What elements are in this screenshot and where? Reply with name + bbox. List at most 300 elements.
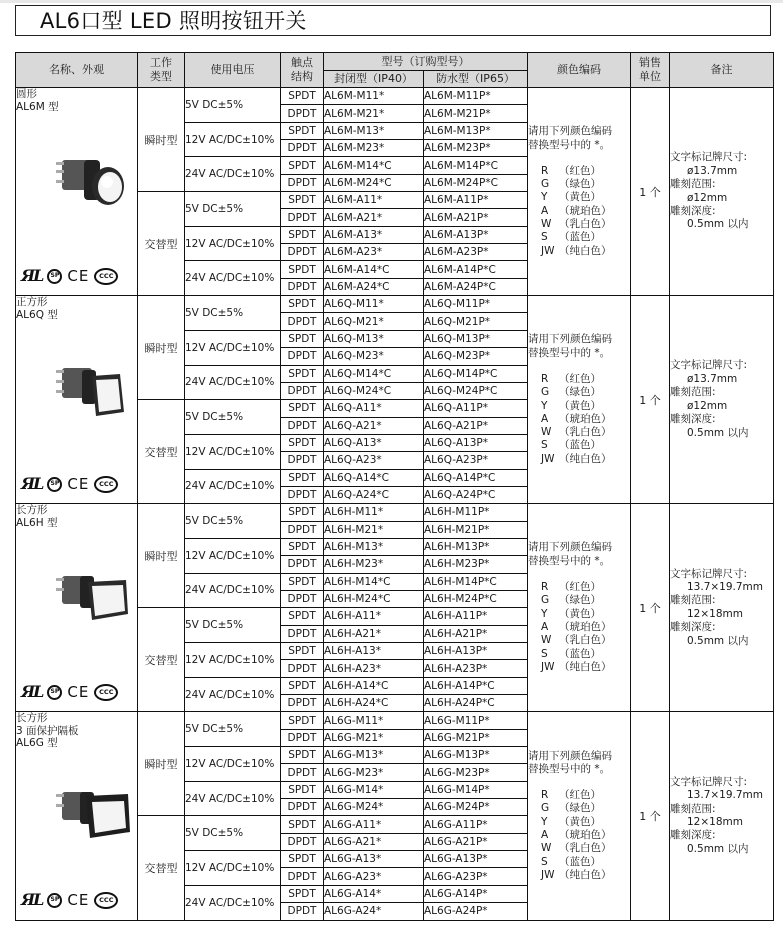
color-name: （纯白色）: [559, 452, 612, 465]
color-code-item: [528, 621, 630, 634]
model-ip65: AL6M-A11P*: [424, 192, 528, 209]
color-code-item: [528, 191, 630, 204]
contact-cell: DPDT: [281, 382, 324, 399]
model-ip65: AL6M-A13P*: [424, 226, 528, 243]
model-ip40: AL6Q-A13*: [324, 434, 424, 451]
contact-cell: SPDT: [281, 226, 324, 243]
model-ip40: AL6M-A23*: [324, 244, 424, 261]
contact-cell: DPDT: [281, 660, 324, 677]
color-code-item: [528, 439, 630, 452]
product-cell: [16, 504, 138, 712]
note-depth-label: 雕刻深度:: [670, 204, 716, 217]
color-name: （黄色）: [559, 399, 601, 412]
color-name: （绿色）: [559, 802, 601, 815]
header-unit: 销售 单位: [631, 53, 670, 88]
model-ip40: AL6G-A13*: [324, 851, 424, 868]
model-ip65: AL6H-A24P*C: [424, 695, 528, 712]
color-code: G: [541, 386, 550, 399]
color-code: Y: [541, 815, 548, 828]
note-range-label: 雕刻范围:: [670, 594, 716, 607]
model-ip65: AL6Q-A23P*: [424, 452, 528, 469]
model-ip40: AL6M-A13*: [324, 226, 424, 243]
note-plate-value: 13.7×19.7mm: [687, 789, 764, 802]
contact-cell: DPDT: [281, 625, 324, 642]
color-code-item: [528, 178, 630, 191]
voltage-cell: 24V AC/DC±10%: [185, 573, 281, 608]
model-ip65: AL6H-M23P*: [424, 556, 528, 573]
voltage-cell: 24V AC/DC±10%: [185, 261, 281, 296]
model-ip65: AL6H-A14P*C: [424, 677, 528, 694]
model-ip65: AL6Q-M23P*: [424, 348, 528, 365]
voltage-cell: 5V DC±5%: [185, 712, 281, 747]
model-ip65: AL6Q-M21P*: [424, 313, 528, 330]
model-ip65: AL6G-A11P*: [424, 816, 528, 833]
header-ip40: 封闭型（IP40）: [324, 71, 424, 88]
ccc-mark-icon: CCC: [94, 684, 118, 701]
model-ip40: AL6H-M21*: [324, 521, 424, 538]
page-title: AL6口型 LED 照明按钮开关: [40, 9, 307, 33]
product-image-icon: [54, 146, 130, 216]
header-name: 名称、外观: [16, 53, 138, 88]
model-ip40: AL6H-M23*: [324, 556, 424, 573]
model-ip40: AL6G-M23*: [324, 764, 424, 781]
note-range-value: 12×18mm: [687, 607, 743, 620]
color-code-item: [528, 453, 630, 466]
model-ip40: AL6G-M21*: [324, 729, 424, 746]
color-code-cell: [528, 712, 631, 920]
contact-cell: SPDT: [281, 434, 324, 451]
product-sub: 3 面保护隔板: [16, 724, 79, 737]
voltage-cell: 5V DC±5%: [185, 608, 281, 643]
model-ip65: AL6H-M14P*C: [424, 573, 528, 590]
page-top-rule: [0, 0, 783, 3]
table-row: [16, 712, 774, 729]
model-ip65: AL6M-M21P*: [424, 105, 528, 122]
ce-mark-icon: CE: [67, 891, 90, 910]
spec-table-body: [16, 88, 774, 921]
model-ip40: AL6H-M14*C: [324, 573, 424, 590]
color-name: （琥珀色）: [559, 620, 612, 633]
color-code-item: [528, 634, 630, 647]
note-depth-value: 0.5mm 以内: [687, 218, 749, 231]
header-contact: 触点 结构: [281, 53, 324, 88]
color-code: R: [541, 164, 549, 177]
color-name: （红色）: [559, 372, 601, 385]
color-code-instruction: [528, 541, 630, 568]
note-range-label: 雕刻范围:: [670, 386, 716, 399]
instruction-line: 请用下列颜色编码: [528, 125, 612, 138]
instruction-line: 替换型号中的 *。: [528, 762, 611, 775]
model-ip40: AL6H-A24*C: [324, 695, 424, 712]
color-name: （琥珀色）: [559, 412, 612, 425]
model-ip65: AL6H-A11P*: [424, 608, 528, 625]
color-code-instruction: [528, 333, 630, 360]
voltage-cell: 12V AC/DC±10%: [185, 330, 281, 365]
note-cell: [670, 88, 774, 296]
color-name: （乳白色）: [559, 634, 612, 647]
voltage-cell: 5V DC±5%: [185, 192, 281, 227]
ce-mark-icon: CE: [67, 475, 90, 493]
model-ip65: AL6Q-M11P*: [424, 296, 528, 313]
contact-cell: DPDT: [281, 556, 324, 573]
operation-type-alternate: 交替型: [138, 192, 185, 296]
note-depth-label: 雕刻深度:: [670, 829, 716, 842]
contact-cell: DPDT: [281, 313, 324, 330]
model-ip40: AL6H-A21*: [324, 625, 424, 642]
model-ip40: AL6M-A21*: [324, 209, 424, 226]
note-plate-value: ø13.7mm: [687, 372, 738, 385]
model-ip40: AL6M-M23*: [324, 140, 424, 157]
model-ip40: AL6M-M14*C: [324, 157, 424, 174]
ul-mark-icon: ЯL: [21, 682, 43, 702]
model-ip40: AL6M-M24*C: [324, 174, 424, 191]
model-ip65: AL6G-M14P*: [424, 781, 528, 798]
operation-type-momentary: 瞬时型: [138, 712, 185, 816]
color-code: A: [541, 829, 549, 842]
contact-cell: DPDT: [281, 140, 324, 157]
product-cell: [16, 712, 138, 920]
contact-cell: DPDT: [281, 209, 324, 226]
color-code-item: [528, 842, 630, 855]
model-ip65: AL6G-A24P*: [424, 903, 528, 920]
spec-table: [15, 52, 774, 921]
contact-cell: SPDT: [281, 851, 324, 868]
instruction-line: 替换型号中的 *。: [528, 554, 611, 567]
color-code-item: [528, 386, 630, 399]
model-ip40: AL6Q-A23*: [324, 452, 424, 469]
color-code-item: [528, 869, 630, 882]
color-code: R: [541, 581, 549, 594]
model-ip40: AL6M-M13*: [324, 122, 424, 139]
product-shape: 长方形: [16, 504, 48, 517]
color-name: （黄色）: [559, 815, 601, 828]
color-code: R: [541, 789, 549, 802]
note-range-value: ø12mm: [687, 399, 728, 412]
csa-mark-icon: SP: [47, 685, 62, 700]
model-ip40: AL6G-A24*: [324, 903, 424, 920]
model-ip40: AL6M-A14*C: [324, 261, 424, 278]
model-ip40: AL6G-A14*: [324, 885, 424, 902]
product-shape: 长方形: [16, 712, 48, 725]
contact-cell: SPDT: [281, 504, 324, 521]
contact-cell: DPDT: [281, 244, 324, 261]
model-ip40: AL6H-A11*: [324, 608, 424, 625]
color-code: Y: [541, 191, 548, 204]
color-code: S: [541, 231, 548, 244]
voltage-cell: 24V AC/DC±10%: [185, 157, 281, 192]
color-code-item: [528, 245, 630, 258]
model-ip65: AL6H-M21P*: [424, 521, 528, 538]
model-ip65: AL6G-M24P*: [424, 799, 528, 816]
sales-unit: 1 个: [631, 296, 670, 504]
color-name: （乳白色）: [559, 842, 612, 855]
note-depth-label: 雕刻深度:: [670, 621, 716, 634]
model-ip40: AL6Q-A24*C: [324, 486, 424, 503]
instruction-line: 请用下列颜色编码: [528, 541, 612, 554]
table-row: [16, 88, 774, 105]
product-series: AL6Q 型: [16, 308, 58, 321]
model-ip65: AL6H-M24P*C: [424, 590, 528, 607]
ccc-mark-icon: CCC: [94, 268, 118, 285]
model-ip65: AL6G-A21P*: [424, 833, 528, 850]
model-ip40: AL6G-A11*: [324, 816, 424, 833]
csa-mark-icon: SP: [47, 893, 62, 908]
model-ip40: AL6Q-M13*: [324, 330, 424, 347]
note-plate-value: ø13.7mm: [687, 164, 738, 177]
model-ip40: AL6M-A24*C: [324, 278, 424, 295]
voltage-cell: 5V DC±5%: [185, 504, 281, 539]
model-ip65: AL6M-M13P*: [424, 122, 528, 139]
color-name: （红色）: [559, 581, 601, 594]
instruction-line: 请用下列颜色编码: [528, 749, 612, 762]
model-ip40: AL6Q-A14*C: [324, 469, 424, 486]
color-code-item: [528, 816, 630, 829]
model-ip40: AL6Q-M24*C: [324, 382, 424, 399]
color-code-item: [528, 594, 630, 607]
color-code: JW: [541, 868, 555, 881]
model-ip65: AL6H-M11P*: [424, 504, 528, 521]
contact-cell: SPDT: [281, 157, 324, 174]
contact-cell: SPDT: [281, 88, 324, 105]
color-code: G: [541, 178, 550, 191]
contact-cell: DPDT: [281, 105, 324, 122]
product-image-icon: [54, 778, 130, 848]
model-ip40: AL6H-A13*: [324, 643, 424, 660]
model-ip65: AL6G-A14P*: [424, 885, 528, 902]
color-name: （蓝色）: [559, 231, 601, 244]
model-ip40: AL6Q-M11*: [324, 296, 424, 313]
model-ip65: AL6H-M13P*: [424, 538, 528, 555]
color-name: （蓝色）: [559, 439, 601, 452]
voltage-cell: 12V AC/DC±10%: [185, 643, 281, 678]
model-ip40: AL6M-A11*: [324, 192, 424, 209]
color-name: （绿色）: [559, 386, 601, 399]
operation-type-momentary: 瞬时型: [138, 504, 185, 608]
operation-type-momentary: 瞬时型: [138, 88, 185, 192]
contact-cell: SPDT: [281, 122, 324, 139]
note-plate-label: 文字标记牌尺寸:: [670, 151, 748, 164]
color-code: A: [541, 620, 549, 633]
color-code-item: [528, 373, 630, 386]
header-row-1: [16, 53, 774, 71]
model-ip40: AL6Q-A11*: [324, 400, 424, 417]
color-name: （琥珀色）: [559, 204, 612, 217]
note-plate-label: 文字标记牌尺寸:: [670, 567, 748, 580]
operation-type-momentary: 瞬时型: [138, 296, 185, 400]
model-ip40: AL6G-M11*: [324, 712, 424, 729]
voltage-cell: 12V AC/DC±10%: [185, 226, 281, 261]
contact-cell: DPDT: [281, 590, 324, 607]
header-note: 备注: [670, 53, 774, 88]
model-ip40: AL6H-M13*: [324, 538, 424, 555]
color-name: （黄色）: [559, 607, 601, 620]
model-ip65: AL6G-M11P*: [424, 712, 528, 729]
operation-type-alternate: 交替型: [138, 400, 185, 504]
ce-mark-icon: CE: [67, 683, 90, 702]
ul-mark-icon: ЯL: [21, 474, 43, 493]
model-ip40: AL6G-M14*: [324, 781, 424, 798]
product-cell: [16, 296, 138, 504]
color-code: JW: [541, 244, 555, 257]
note-plate-label: 文字标记牌尺寸:: [670, 775, 748, 788]
voltage-cell: 12V AC/DC±10%: [185, 122, 281, 157]
sales-unit: 1 个: [631, 712, 670, 920]
contact-cell: DPDT: [281, 833, 324, 850]
color-code-item: [528, 789, 630, 802]
color-code: Y: [541, 607, 548, 620]
color-name: （绿色）: [559, 594, 601, 607]
note-range-value: 12×18mm: [687, 815, 743, 828]
model-ip65: AL6G-M13P*: [424, 747, 528, 764]
model-ip40: AL6G-M24*: [324, 799, 424, 816]
voltage-cell: 12V AC/DC±10%: [185, 434, 281, 469]
color-name: （乳白色）: [559, 218, 612, 230]
model-ip65: AL6H-A13P*: [424, 643, 528, 660]
color-code: JW: [541, 452, 555, 465]
model-ip40: AL6H-M24*C: [324, 590, 424, 607]
ccc-mark-icon: CCC: [94, 476, 118, 493]
note-depth-value: 0.5mm 以内: [687, 634, 749, 647]
voltage-cell: 24V AC/DC±10%: [185, 469, 281, 504]
color-code-item: [528, 205, 630, 218]
contact-cell: SPDT: [281, 781, 324, 798]
color-name: （黄色）: [559, 191, 601, 204]
model-ip65: AL6G-M21P*: [424, 729, 528, 746]
contact-cell: DPDT: [281, 764, 324, 781]
voltage-cell: 12V AC/DC±10%: [185, 538, 281, 573]
note-cell: [670, 296, 774, 504]
model-ip65: AL6Q-A11P*: [424, 400, 528, 417]
sales-unit: 1 个: [631, 504, 670, 712]
color-code: W: [541, 218, 552, 230]
contact-cell: SPDT: [281, 192, 324, 209]
note-depth-value: 0.5mm 以内: [687, 842, 749, 855]
color-name: （绿色）: [559, 178, 601, 191]
note-depth-value: 0.5mm 以内: [687, 426, 749, 439]
contact-cell: DPDT: [281, 278, 324, 295]
contact-cell: SPDT: [281, 296, 324, 313]
voltage-cell: 24V AC/DC±10%: [185, 677, 281, 712]
contact-cell: DPDT: [281, 729, 324, 746]
ce-mark-icon: CE: [67, 266, 90, 285]
contact-cell: SPDT: [281, 816, 324, 833]
product-shape: 正方形: [16, 296, 48, 309]
contact-cell: SPDT: [281, 400, 324, 417]
color-code: G: [541, 802, 550, 815]
color-code-item: [528, 829, 630, 842]
model-ip65: AL6M-A21P*: [424, 209, 528, 226]
color-name: （蓝色）: [559, 647, 601, 660]
color-name: （纯白色）: [559, 244, 612, 257]
model-ip65: AL6G-A13P*: [424, 851, 528, 868]
contact-cell: SPDT: [281, 677, 324, 694]
color-name: （乳白色）: [559, 426, 612, 439]
color-code-item: [528, 608, 630, 621]
contact-cell: SPDT: [281, 538, 324, 555]
model-ip40: AL6Q-M23*: [324, 348, 424, 365]
voltage-cell: 12V AC/DC±10%: [185, 747, 281, 782]
note-range-label: 雕刻范围:: [670, 178, 716, 191]
color-name: （红色）: [559, 164, 601, 177]
certification-marks: [21, 266, 118, 286]
color-code-cell: [528, 88, 631, 296]
contact-cell: SPDT: [281, 712, 324, 729]
contact-cell: SPDT: [281, 365, 324, 382]
contact-cell: DPDT: [281, 799, 324, 816]
model-ip65: AL6M-A23P*: [424, 244, 528, 261]
voltage-cell: 24V AC/DC±10%: [185, 365, 281, 400]
contact-cell: DPDT: [281, 486, 324, 503]
ccc-mark-icon: CCC: [94, 892, 118, 909]
model-ip40: AL6G-A21*: [324, 833, 424, 850]
voltage-cell: 24V AC/DC±10%: [185, 885, 281, 920]
color-name: （纯白色）: [559, 660, 612, 673]
voltage-cell: 5V DC±5%: [185, 88, 281, 123]
product-image-icon: [54, 354, 130, 424]
product-image-icon: [54, 562, 130, 632]
contact-cell: SPDT: [281, 261, 324, 278]
contact-cell: SPDT: [281, 469, 324, 486]
color-code-item: [528, 165, 630, 178]
color-name: （蓝色）: [559, 855, 601, 868]
model-ip65: AL6M-M24P*C: [424, 174, 528, 191]
contact-cell: SPDT: [281, 573, 324, 590]
color-code: S: [541, 439, 548, 452]
color-name: （纯白色）: [559, 868, 612, 881]
header-color: 颜色编码: [528, 53, 631, 88]
model-ip65: AL6M-M14P*C: [424, 157, 528, 174]
model-ip40: AL6Q-M14*C: [324, 365, 424, 382]
color-code: A: [541, 412, 549, 425]
model-ip65: AL6M-A14P*C: [424, 261, 528, 278]
color-code: Y: [541, 399, 548, 412]
certification-marks: [21, 682, 118, 702]
model-ip65: AL6Q-A14P*C: [424, 469, 528, 486]
color-code: W: [541, 426, 552, 439]
table-row: [16, 296, 774, 313]
color-code: A: [541, 204, 549, 217]
model-ip40: AL6M-M21*: [324, 105, 424, 122]
contact-cell: DPDT: [281, 348, 324, 365]
model-ip40: AL6H-A23*: [324, 660, 424, 677]
contact-cell: DPDT: [281, 452, 324, 469]
color-code-item: [528, 231, 630, 244]
title-box: [15, 5, 771, 36]
color-code: W: [541, 634, 552, 647]
product-shape: 圆形: [16, 88, 37, 100]
voltage-cell: 5V DC±5%: [185, 400, 281, 435]
color-code-item: [528, 661, 630, 674]
color-code-item: [528, 802, 630, 815]
model-ip65: AL6Q-A13P*: [424, 434, 528, 451]
contact-cell: DPDT: [281, 868, 324, 885]
note-plate-value: 13.7×19.7mm: [687, 581, 764, 593]
header-ip65: 防水型（IP65）: [424, 71, 528, 88]
model-ip40: AL6M-M11*: [324, 88, 424, 105]
contact-cell: DPDT: [281, 521, 324, 538]
model-ip65: AL6M-M23P*: [424, 140, 528, 157]
color-code-item: [528, 856, 630, 869]
color-code: S: [541, 647, 548, 660]
csa-mark-icon: SP: [47, 477, 62, 492]
color-code: G: [541, 594, 550, 607]
voltage-cell: 24V AC/DC±10%: [185, 781, 281, 816]
model-ip65: AL6M-A24P*C: [424, 278, 528, 295]
instruction-line: 替换型号中的 *。: [528, 138, 611, 151]
model-ip65: AL6H-A23P*: [424, 660, 528, 677]
color-code: JW: [541, 660, 555, 673]
model-ip65: AL6M-M11P*: [424, 88, 528, 105]
